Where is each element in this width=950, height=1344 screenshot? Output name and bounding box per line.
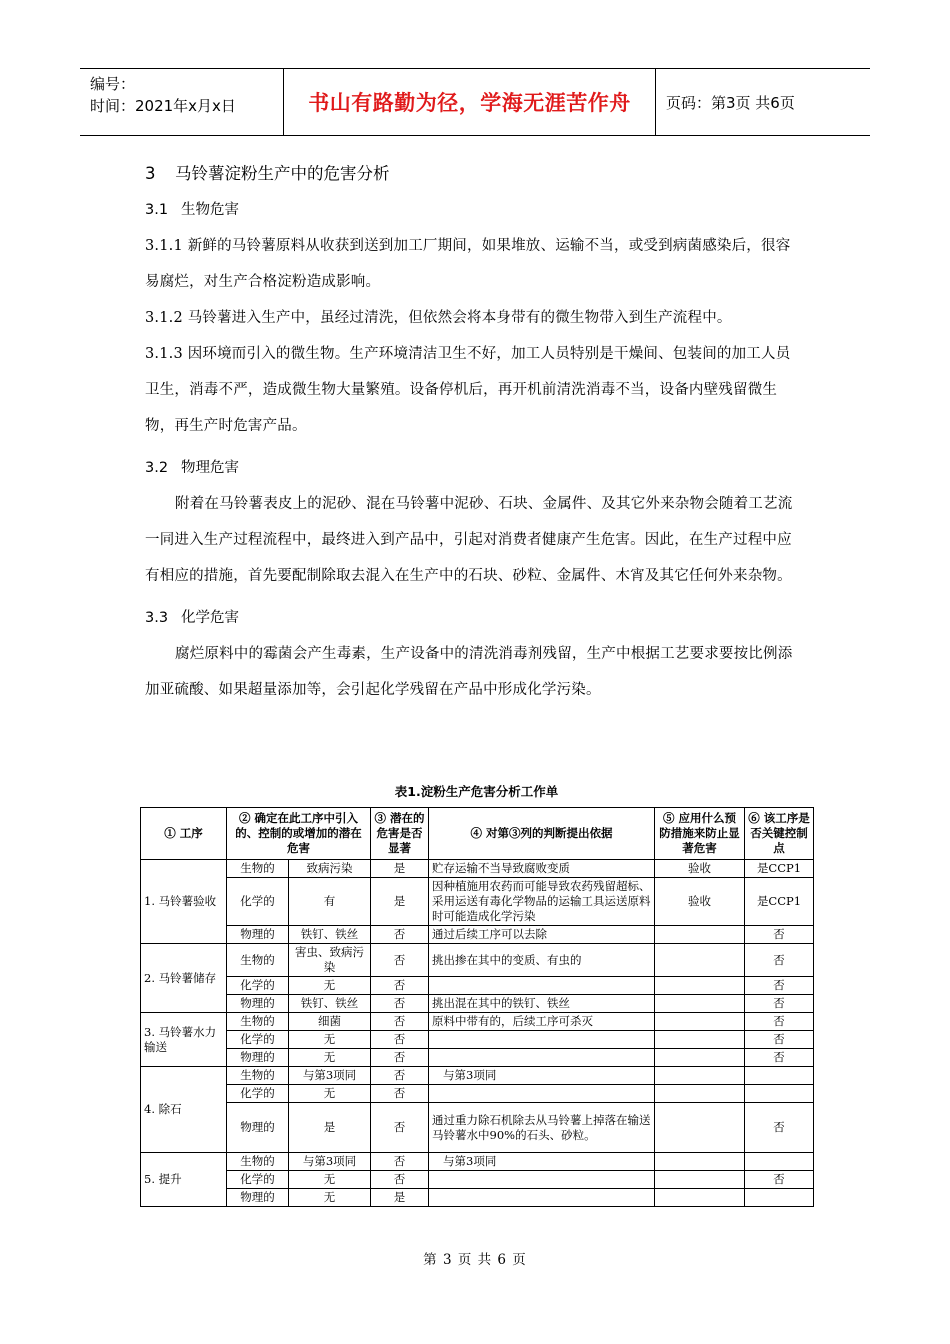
measure <box>655 1103 745 1153</box>
measure <box>655 1153 745 1171</box>
ccp: 否 <box>745 1031 814 1049</box>
basis <box>429 1171 655 1189</box>
table-row <box>141 1049 814 1067</box>
step-cell: 3. 马铃薯水力输送 <box>141 1013 227 1067</box>
step-cell: 4. 除石 <box>141 1067 227 1153</box>
basis: 挑出掺在其中的变质、有虫的 <box>429 944 655 977</box>
hazard-desc: 铁钉、铁丝 <box>289 995 371 1013</box>
header-page-info: 页码：第3页 共6页 <box>666 93 795 112</box>
significance: 否 <box>371 1171 429 1189</box>
subsection-heading-chem <box>145 606 805 628</box>
basis: 通过后续工序可以去除 <box>429 926 655 944</box>
measure <box>655 995 745 1013</box>
significance: 否 <box>371 944 429 977</box>
table-row <box>141 1031 814 1049</box>
basis: 因种植施用农药而可能导致农药残留超标、采用运送有毒化学物品的运输工具运送原料时可能造成化学污染 <box>429 878 655 926</box>
table-header-row <box>141 808 814 860</box>
hazard-type: 化学的 <box>227 878 289 926</box>
subsection-number: 3.1 <box>145 202 169 218</box>
hazard-desc: 细菌 <box>289 1013 371 1031</box>
measure <box>655 1189 745 1207</box>
table-row <box>141 1067 814 1085</box>
hazard-desc: 害虫、致病污染 <box>289 944 371 977</box>
hazard-desc: 无 <box>289 977 371 995</box>
hazard-type: 物理的 <box>227 1103 289 1153</box>
hazard-type: 化学的 <box>227 977 289 995</box>
code-label: 编号： <box>90 75 136 93</box>
table-row <box>141 977 814 995</box>
basis: 与第3项同 <box>429 1153 655 1171</box>
paragraph: 3.1.3 因环境而引入的微生物。生产环境清洁卫生不好，加工人员特别是干燥间、包装间的加工人员卫生，消毒不严，造成微生物大量繁殖。设备停机后，再开机前清洗消毒不当，设备内壁残留微生物，再生产时危害产品。 <box>145 346 791 434</box>
significance: 否 <box>371 1049 429 1067</box>
basis: 挑出混在其中的铁钉、铁丝 <box>429 995 655 1013</box>
measure <box>655 1067 745 1085</box>
table-row <box>141 878 814 926</box>
header-motto-cell <box>284 69 656 135</box>
page-footer: 第 3 页 共 6 页 <box>423 1252 527 1268</box>
significance: 否 <box>371 977 429 995</box>
ccp <box>745 1067 814 1085</box>
ccp: 否 <box>745 977 814 995</box>
significance: 是 <box>371 860 429 878</box>
significance: 否 <box>371 1103 429 1153</box>
hazard-type: 生物的 <box>227 1013 289 1031</box>
table-row <box>141 944 814 977</box>
date-label: 时间：2021年x月x日 <box>90 97 236 115</box>
header-cell: ④ 对第③列的判断提出依据 <box>429 808 655 860</box>
section-title: 马铃薯淀粉生产中的危害分析 <box>175 164 390 183</box>
subsection-title: 生物危害 <box>181 202 239 218</box>
hazard-type: 生物的 <box>227 1067 289 1085</box>
significance: 否 <box>371 1067 429 1085</box>
hazard-desc: 无 <box>289 1189 371 1207</box>
table-caption: 表1.淀粉生产危害分析工作单 <box>394 784 559 799</box>
header-cell: ⑥ 该工序是否关键控制点 <box>745 808 814 860</box>
hazard-type: 化学的 <box>227 1085 289 1103</box>
subsection-heading-phys <box>145 456 805 478</box>
measure: 验收 <box>655 860 745 878</box>
measure <box>655 926 745 944</box>
ccp: 否 <box>745 944 814 977</box>
significance: 否 <box>371 1013 429 1031</box>
basis <box>429 1049 655 1067</box>
basis: 原料中带有的，后续工序可杀灭 <box>429 1013 655 1031</box>
ccp: 否 <box>745 1103 814 1153</box>
table-row <box>141 1171 814 1189</box>
measure: 验收 <box>655 878 745 926</box>
subsection-title: 化学危害 <box>181 610 239 626</box>
hazard-type: 物理的 <box>227 995 289 1013</box>
header-motto: 书山有路勤为径，学海无涯苦作舟 <box>308 91 631 115</box>
basis: 与第3项同 <box>429 1067 655 1085</box>
basis <box>429 1189 655 1207</box>
table-row <box>141 860 814 878</box>
step-cell: 1. 马铃薯验收 <box>141 860 227 944</box>
measure <box>655 1171 745 1189</box>
hazard-desc: 有 <box>289 878 371 926</box>
table-row <box>141 926 814 944</box>
significance: 是 <box>371 878 429 926</box>
subsection-number: 3.3 <box>145 610 169 626</box>
header-cell: ② 确定在此工序中引入的、控制的或增加的潜在危害 <box>227 808 371 860</box>
ccp: 是CCP1 <box>745 860 814 878</box>
hazard-type: 化学的 <box>227 1171 289 1189</box>
paragraph: 附着在马铃薯表皮上的泥砂、混在马铃薯中泥砂、石块、金属件、及其它外来杂物会随着工艺流一同进入生产过程流程中，最终进入到产品中，引起对消费者健康产生危害。因此，在生产过程中应有相应的措施，首先要配制除取去混入在生产中的石块、砂粒、金属件、木宵及其它任何外来杂物。 <box>145 496 793 584</box>
basis <box>429 1085 655 1103</box>
measure <box>655 1085 745 1103</box>
section-number: 3 <box>145 164 156 183</box>
hazard-desc: 铁钉、铁丝 <box>289 926 371 944</box>
table-row <box>141 1189 814 1207</box>
header-cell: ③ 潜在的危害是否显著 <box>371 808 429 860</box>
hazard-type: 生物的 <box>227 860 289 878</box>
measure <box>655 977 745 995</box>
ccp: 否 <box>745 1013 814 1031</box>
ccp <box>745 1085 814 1103</box>
step-cell: 5. 提升 <box>141 1153 227 1207</box>
hazard-type: 生物的 <box>227 1153 289 1171</box>
significance: 否 <box>371 1031 429 1049</box>
hazard-desc: 与第3项同 <box>289 1153 371 1171</box>
ccp: 否 <box>745 1171 814 1189</box>
significance: 否 <box>371 995 429 1013</box>
paragraph: 3.1.2 马铃薯进入生产中，虽经过清洗，但依然会将本身带有的微生物带入到生产流程中。 <box>145 310 732 326</box>
ccp: 否 <box>745 926 814 944</box>
ccp: 是CCP1 <box>745 878 814 926</box>
significance: 否 <box>371 1085 429 1103</box>
subsection-title: 物理危害 <box>181 460 239 476</box>
table-row <box>141 1153 814 1171</box>
hazard-type: 物理的 <box>227 1049 289 1067</box>
hazard-desc: 无 <box>289 1031 371 1049</box>
significance: 否 <box>371 926 429 944</box>
table-row <box>141 1085 814 1103</box>
measure <box>655 1013 745 1031</box>
significance: 是 <box>371 1189 429 1207</box>
hazard-type: 化学的 <box>227 1031 289 1049</box>
hazard-desc: 致病污染 <box>289 860 371 878</box>
basis <box>429 977 655 995</box>
hazard-type: 物理的 <box>227 1189 289 1207</box>
ccp: 否 <box>745 995 814 1013</box>
measure <box>655 944 745 977</box>
ccp <box>745 1189 814 1207</box>
header-cell: ⑤ 应用什么预防措施来防止显著危害 <box>655 808 745 860</box>
paragraph: 3.1.1 新鲜的马铃薯原料从收获到送到加工厂期间，如果堆放、运输不当，或受到病菌感染后，很容易腐烂，对生产合格淀粉造成影响。 <box>145 238 791 290</box>
hazard-type: 物理的 <box>227 926 289 944</box>
ccp <box>745 1153 814 1171</box>
section-heading <box>145 160 805 184</box>
header-cell: ① 工序 <box>141 808 227 860</box>
hazard-desc: 与第3项同 <box>289 1067 371 1085</box>
basis <box>429 1031 655 1049</box>
page-header <box>80 68 870 136</box>
measure <box>655 1049 745 1067</box>
hazard-analysis-table <box>140 807 814 1207</box>
hazard-desc: 无 <box>289 1049 371 1067</box>
subsection-heading-bio <box>145 198 805 220</box>
hazard-desc: 是 <box>289 1103 371 1153</box>
table-row <box>141 1013 814 1031</box>
hazard-desc: 无 <box>289 1085 371 1103</box>
header-meta <box>80 69 284 135</box>
basis: 贮存运输不当导致腐败变质 <box>429 860 655 878</box>
ccp: 否 <box>745 1049 814 1067</box>
document-body <box>145 160 805 708</box>
paragraph: 腐烂原料中的霉菌会产生毒素，生产设备中的清洗消毒剂残留，生产中根据工艺要求要按比例添加亚硫酸、如果超量添加等，会引起化学残留在产品中形成化学污染。 <box>145 646 793 698</box>
table-row <box>141 995 814 1013</box>
measure <box>655 1031 745 1049</box>
significance: 否 <box>371 1153 429 1171</box>
hazard-type: 生物的 <box>227 944 289 977</box>
hazard-desc: 无 <box>289 1171 371 1189</box>
table-row <box>141 1103 814 1153</box>
subsection-number: 3.2 <box>145 460 169 476</box>
basis: 通过重力除石机除去从马铃薯上掉落在输送马铃薯水中90%的石头、砂粒。 <box>429 1103 655 1153</box>
step-cell: 2. 马铃薯储存 <box>141 944 227 1013</box>
